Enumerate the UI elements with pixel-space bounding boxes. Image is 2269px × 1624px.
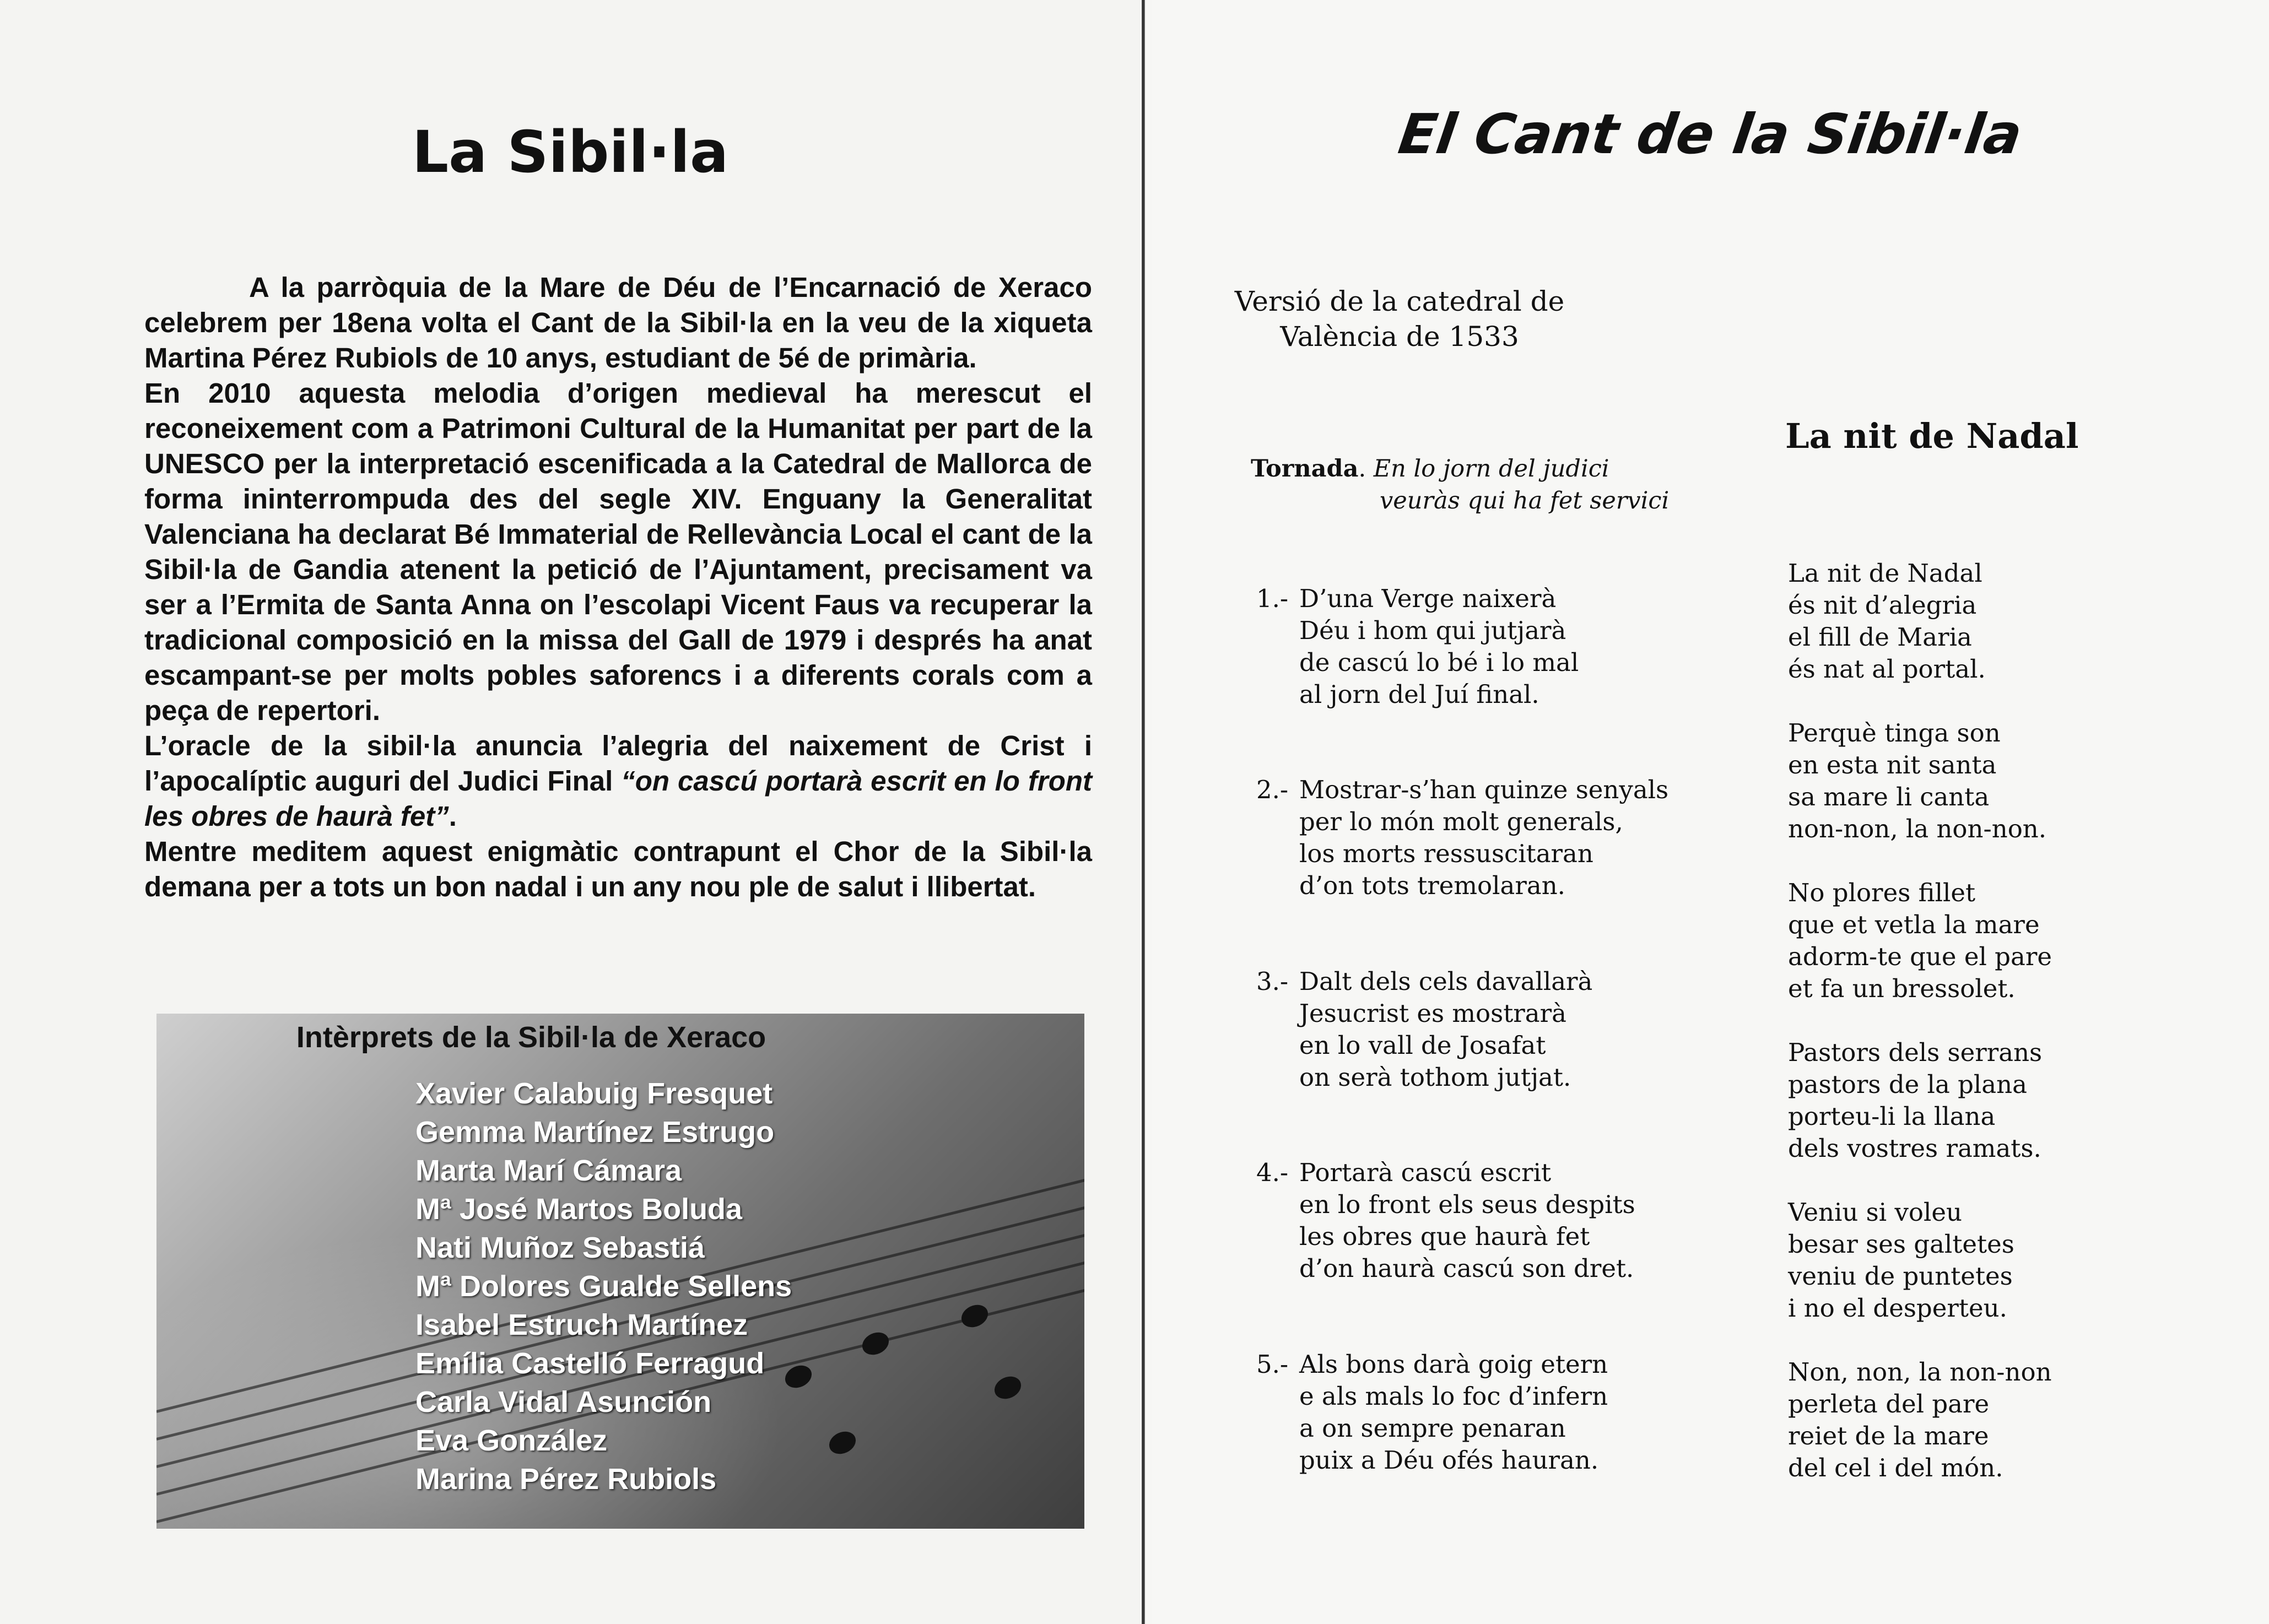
performer-name: Eva González (415, 1424, 608, 1457)
performer-name: Marina Pérez Rubiols (415, 1463, 717, 1496)
verse-line: Jesucrist es mostrarà (1299, 999, 1566, 1028)
verse-line: les obres que haurà fet (1299, 1222, 1590, 1251)
verse-text: Portarà cascú escrit (1299, 1158, 1552, 1187)
verse-line: d’on haurà cascú son dret. (1299, 1254, 1634, 1283)
tornada-line-1: Tornada. En lo jorn del judici (1251, 455, 1609, 483)
intro-paragraph-2: En 2010 aquesta melodia d’origen medieval ha merescut el reconeixement com a Patrimoni Cultural de la Humanitat per part de la UNESCO per la interpretació escenificada a la Catedral de Mallorca de forma ininterrompuda des del segle XIV. Enguany la Generalitat Valenciana ha declarat Bé Immaterial de Rellevància Local el cant de la Sibil·la de Gandia atenent la petició de l’Ajuntament, precisament va ser a l’Ermita de Santa Anna on l’escolapi Vicent Faus va recuperar la tradicional composició en la missa del Gall de 1979 i després ha anat escampant-se per molts pobles saforencs i a diferents corals com a peça de repertori. (144, 377, 1092, 726)
tornada-line: veuràs qui ha fet servici (1380, 487, 1670, 515)
stanza-line: perleta del pare (1788, 1389, 1990, 1419)
verse-line: e als mals lo foc d’infern (1299, 1382, 1608, 1411)
verse-number: 2.- (1256, 775, 1289, 804)
music-note (991, 1372, 1024, 1403)
stanza-line: Non, non, la non-non (1788, 1357, 2052, 1387)
stanza-line: La nit de Nadal (1788, 559, 1982, 588)
performer-name: Mª José Martos Boluda (415, 1193, 743, 1226)
verse-text: Als bons darà goig etern (1299, 1350, 1608, 1379)
performers-title: Intèrprets de la Sibil·la de Xeraco (296, 1021, 766, 1054)
stanza-line: et fa un bressolet. (1788, 974, 2016, 1003)
page-fold (1142, 0, 1145, 1624)
verse-line: per lo món molt generals, (1299, 807, 1623, 836)
intro-paragraph-3-text: L’oracle de la sibil·la anuncia l’alegria del naixement de Crist i l’apocalíptic auguri del Judici Final (144, 730, 1092, 797)
intro-paragraph-4: Mentre meditem aquest enigmàtic contrapunt el Chor de la Sibil·la demana per a tots un bon nadal i un any nou ple de salut i llibertat. (144, 836, 1092, 902)
verse-text: Dalt dels cels davallarà (1299, 967, 1593, 996)
nadal-stanza-1 (1788, 557, 1986, 685)
stanza-line: sa mare li canta (1788, 782, 1990, 811)
intro-paragraph-1: A la parròquia de la Mare de Déu de l’Encarnació de Xeraco celebrem per 18ena volta el Cant de la Sibil·la en la veu de la xiqueta Martina Pérez Rubiols de 10 anys, estudiant de 5é de primària. (144, 272, 1092, 373)
stanza-line: besar ses galtetes (1788, 1230, 2014, 1259)
verse-line: en lo vall de Josafat (1299, 1031, 1546, 1060)
verse-number: 4.- (1256, 1158, 1289, 1187)
intro-paragraph-3-end: . (449, 800, 457, 832)
performer-name: Xavier Calabuig Fresquet (415, 1077, 773, 1110)
stanza-line: No plores fillet (1788, 878, 1976, 907)
stanza-line: i no el desperteu. (1788, 1293, 2007, 1323)
tornada-line-2 (1251, 485, 1669, 517)
stanza-line: és nat al portal. (1788, 654, 1986, 684)
music-note (825, 1427, 859, 1458)
performer-name: Nati Muñoz Sebastiá (415, 1231, 705, 1264)
stanza-line: dels vostres ramats. (1788, 1134, 2041, 1163)
verse-line: Déu i hom qui jutjarà (1299, 616, 1566, 645)
performer-name: Mª Dolores Gualde Sellens (415, 1270, 792, 1303)
nadal-stanza-4 (1788, 1037, 2042, 1165)
intro-paragraph-3 (144, 728, 1092, 834)
performers-list (415, 1074, 792, 1498)
stanza-line: porteu-li la llana (1788, 1102, 1996, 1131)
stanza-line: el fill de Maria (1788, 622, 1972, 652)
verse-line: de cascú lo bé i lo mal (1299, 648, 1579, 677)
page-title: La Sibil·la (412, 118, 729, 186)
verse-line: en lo front els seus despits (1299, 1190, 1635, 1219)
stanza-line: Veniu si voleu (1788, 1198, 1962, 1227)
stanza-line: Perquè tinga son (1788, 718, 2001, 748)
verse-line (1256, 774, 1668, 806)
performer-name: Isabel Estruch Martínez (415, 1308, 748, 1341)
performer-name: Emília Castelló Ferragud (415, 1347, 765, 1380)
verse-line (1256, 1157, 1635, 1189)
verse-text: Mostrar-s’han quinze senyals (1299, 775, 1669, 804)
verse-number: 3.- (1256, 967, 1289, 996)
stanza-line: en esta nit santa (1788, 750, 1997, 779)
verse-text: D’una Verge naixerà (1299, 584, 1557, 613)
intro-text (144, 270, 1092, 905)
verse-line: on serà tothom jutjat. (1299, 1063, 1571, 1092)
verse-5 (1256, 1349, 1608, 1476)
verse-4 (1256, 1157, 1635, 1285)
tornada-line: En lo jorn del judici (1373, 455, 1609, 483)
version-note (1229, 284, 1570, 354)
verse-line: a on sempre penaran (1299, 1414, 1566, 1443)
performer-name: Carla Vidal Asunción (415, 1385, 712, 1419)
nadal-stanza-3 (1788, 877, 2052, 1005)
verse-line (1256, 966, 1592, 998)
stanza-line: Pastors dels serrans (1788, 1038, 2043, 1067)
stanza-line: del cel i del món. (1788, 1453, 2003, 1482)
music-note (958, 1301, 991, 1331)
verse-3 (1256, 966, 1592, 1094)
version-line: Versió de la catedral de (1234, 285, 1565, 317)
verse-line: los morts ressuscitaran (1299, 839, 1593, 868)
stanza-line: pastors de la plana (1788, 1070, 2027, 1099)
verse-line: puix a Déu ofés hauran. (1299, 1446, 1599, 1475)
verse-2 (1256, 774, 1668, 902)
version-line: València de 1533 (1280, 321, 1519, 353)
performer-name: Marta Marí Cámara (415, 1154, 682, 1187)
nadal-title: La nit de Nadal (1785, 416, 2079, 456)
nadal-stanza-2 (1788, 717, 2046, 845)
music-note (858, 1328, 892, 1359)
verse-line (1256, 583, 1579, 615)
song-title: El Cant de la Sibil·la (1395, 102, 2026, 166)
stanza-line: veniu de puntetes (1788, 1262, 2013, 1291)
stanza-line: non-non, la non-non. (1788, 814, 2047, 843)
performer-name: Gemma Martínez Estrugo (415, 1116, 775, 1149)
verse-number: 1.- (1256, 584, 1289, 613)
stanza-line: que et vetla la mare (1788, 910, 2040, 939)
performers-panel (156, 1014, 1084, 1529)
right-page (1152, 0, 2269, 1624)
verse-line (1256, 1349, 1608, 1381)
stanza-line: adorm-te que el pare (1788, 942, 2052, 971)
stanza-line: és nit d’alegria (1788, 591, 1977, 620)
tornada (1251, 453, 1669, 517)
verse-line: d’on tots tremolaran. (1299, 871, 1565, 900)
nadal-stanza-6 (1788, 1356, 2052, 1484)
verse-line: al jorn del Juí final. (1299, 680, 1539, 709)
stanza-line: reiet de la mare (1788, 1421, 1989, 1450)
intro-quote: “on cascú portarà escrit en lo front les obres de haurà fet” (144, 765, 1092, 832)
nadal-stanza-5 (1788, 1197, 2014, 1324)
verse-number: 5.- (1256, 1350, 1289, 1379)
verse-1 (1256, 583, 1579, 711)
tornada-label: Tornada (1251, 455, 1359, 483)
